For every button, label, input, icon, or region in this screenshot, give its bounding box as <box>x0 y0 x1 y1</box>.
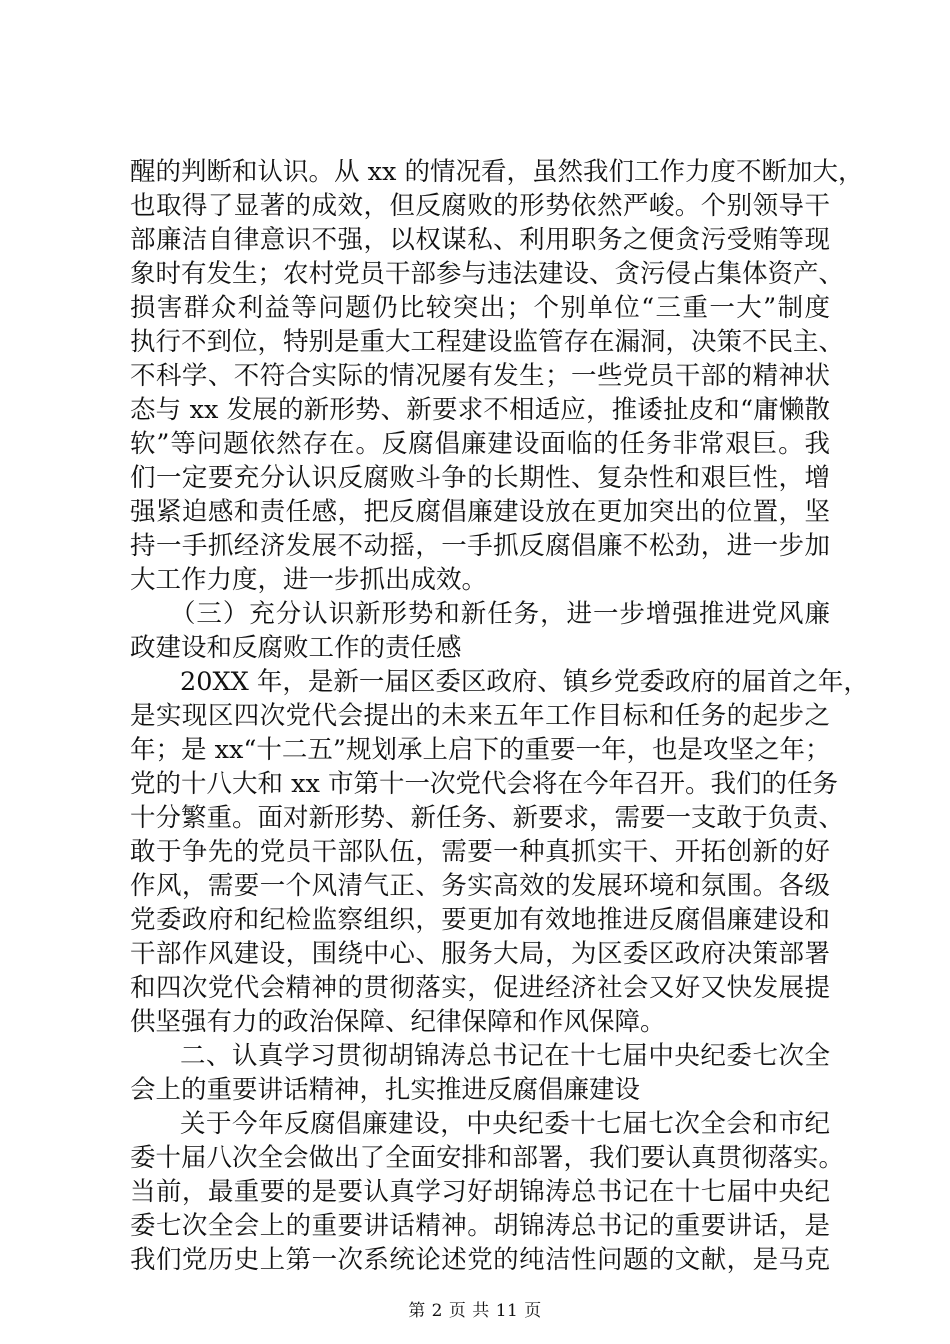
text-line: 和四次党代会精神的贯彻落实，促进经济社会又好又快发展提 <box>130 973 830 1003</box>
text-line: 损害群众利益等问题仍比较突出；个别单位“三重一大”制度 <box>130 293 830 323</box>
text-line: 20XX 年，是新一届区委区政府、镇乡党委政府的届首之年， <box>180 667 869 697</box>
text-line: 关于今年反腐倡廉建设，中央纪委十七届七次全会和市纪 <box>180 1109 830 1139</box>
page-number-footer: 第 2 页 共 11 页 <box>408 1301 542 1321</box>
text-line: 干部作风建设，围绕中心、服务大局，为区委区政府决策部署 <box>130 939 830 969</box>
text-line: 党的十八大和 xx 市第十一次党代会将在今年召开。我们的任务 <box>130 769 838 799</box>
text-line: 敢于争先的党员干部队伍，需要一种真抓实干、开拓创新的好 <box>130 837 830 867</box>
text-line: 持一手抓经济发展不动摇，一手抓反腐倡廉不松劲，进一步加 <box>130 531 830 561</box>
text-line: 醒的判断和认识。从 xx 的情况看，虽然我们工作力度不断加大， <box>130 157 864 187</box>
text-line: 供坚强有力的政治保障、纪律保障和作风保障。 <box>130 1007 666 1037</box>
text-line: 强紧迫感和责任感，把反腐倡廉建设放在更加突出的位置，坚 <box>130 497 830 527</box>
text-line: 们一定要充分认识反腐败斗争的长期性、复杂性和艰巨性，增 <box>130 463 830 493</box>
section-heading-line: 二、认真学习贯彻胡锦涛总书记在十七届中央纪委七次全 <box>180 1041 830 1071</box>
text-line: 也取得了显著的成效，但反腐败的形势依然严峻。个别领导干 <box>130 191 830 221</box>
text-line: 委七次全会上的重要讲话精神。胡锦涛总书记的重要讲话，是 <box>130 1211 830 1241</box>
text-line: 党委政府和纪检监察组织，要更加有效地推进反腐倡廉建设和 <box>130 905 830 935</box>
text-line: 十分繁重。面对新形势、新任务、新要求，需要一支敢于负责、 <box>130 803 845 833</box>
text-line: 执行不到位，特别是重大工程建设监管存在漏洞，决策不民主、 <box>130 327 845 357</box>
text-line: 是实现区四次党代会提出的未来五年工作目标和任务的起步之 <box>130 701 830 731</box>
text-line: 我们党历史上第一次系统论述党的纯洁性问题的文献，是马克 <box>130 1245 830 1275</box>
text-line: 大工作力度，进一步抓出成效。 <box>130 565 488 595</box>
text-line: 委十届八次全会做出了全面安排和部署，我们要认真贯彻落实。 <box>130 1143 845 1173</box>
text-line: 态与 xx 发展的新形势、新要求不相适应，推诿扯皮和“庸懒散 <box>130 395 830 425</box>
text-line: 部廉洁自律意识不强，以权谋私、利用职务之便贪污受贿等现 <box>130 225 830 255</box>
text-line: 年；是 xx“十二五”规划承上启下的重要一年，也是攻坚之年； <box>130 735 831 765</box>
section-heading-line: 政建设和反腐败工作的责任感 <box>130 633 462 663</box>
text-line: 不科学、不符合实际的情况屡有发生；一些党员干部的精神状 <box>130 361 830 391</box>
section-heading-line: 会上的重要讲话精神，扎实推进反腐倡廉建设 <box>130 1075 641 1105</box>
text-line: 当前，最重要的是要认真学习好胡锦涛总书记在十七届中央纪 <box>130 1177 830 1207</box>
text-line: 作风，需要一个风清气正、务实高效的发展环境和氛围。各级 <box>130 871 830 901</box>
text-line: 软”等问题依然存在。反腐倡廉建设面临的任务非常艰巨。我 <box>130 429 830 459</box>
section-heading-line: （三）充分认识新形势和新任务，进一步增强推进党风廉 <box>170 599 830 629</box>
text-line: 象时有发生；农村党员干部参与违法建设、贪污侵占集体资产、 <box>130 259 845 289</box>
